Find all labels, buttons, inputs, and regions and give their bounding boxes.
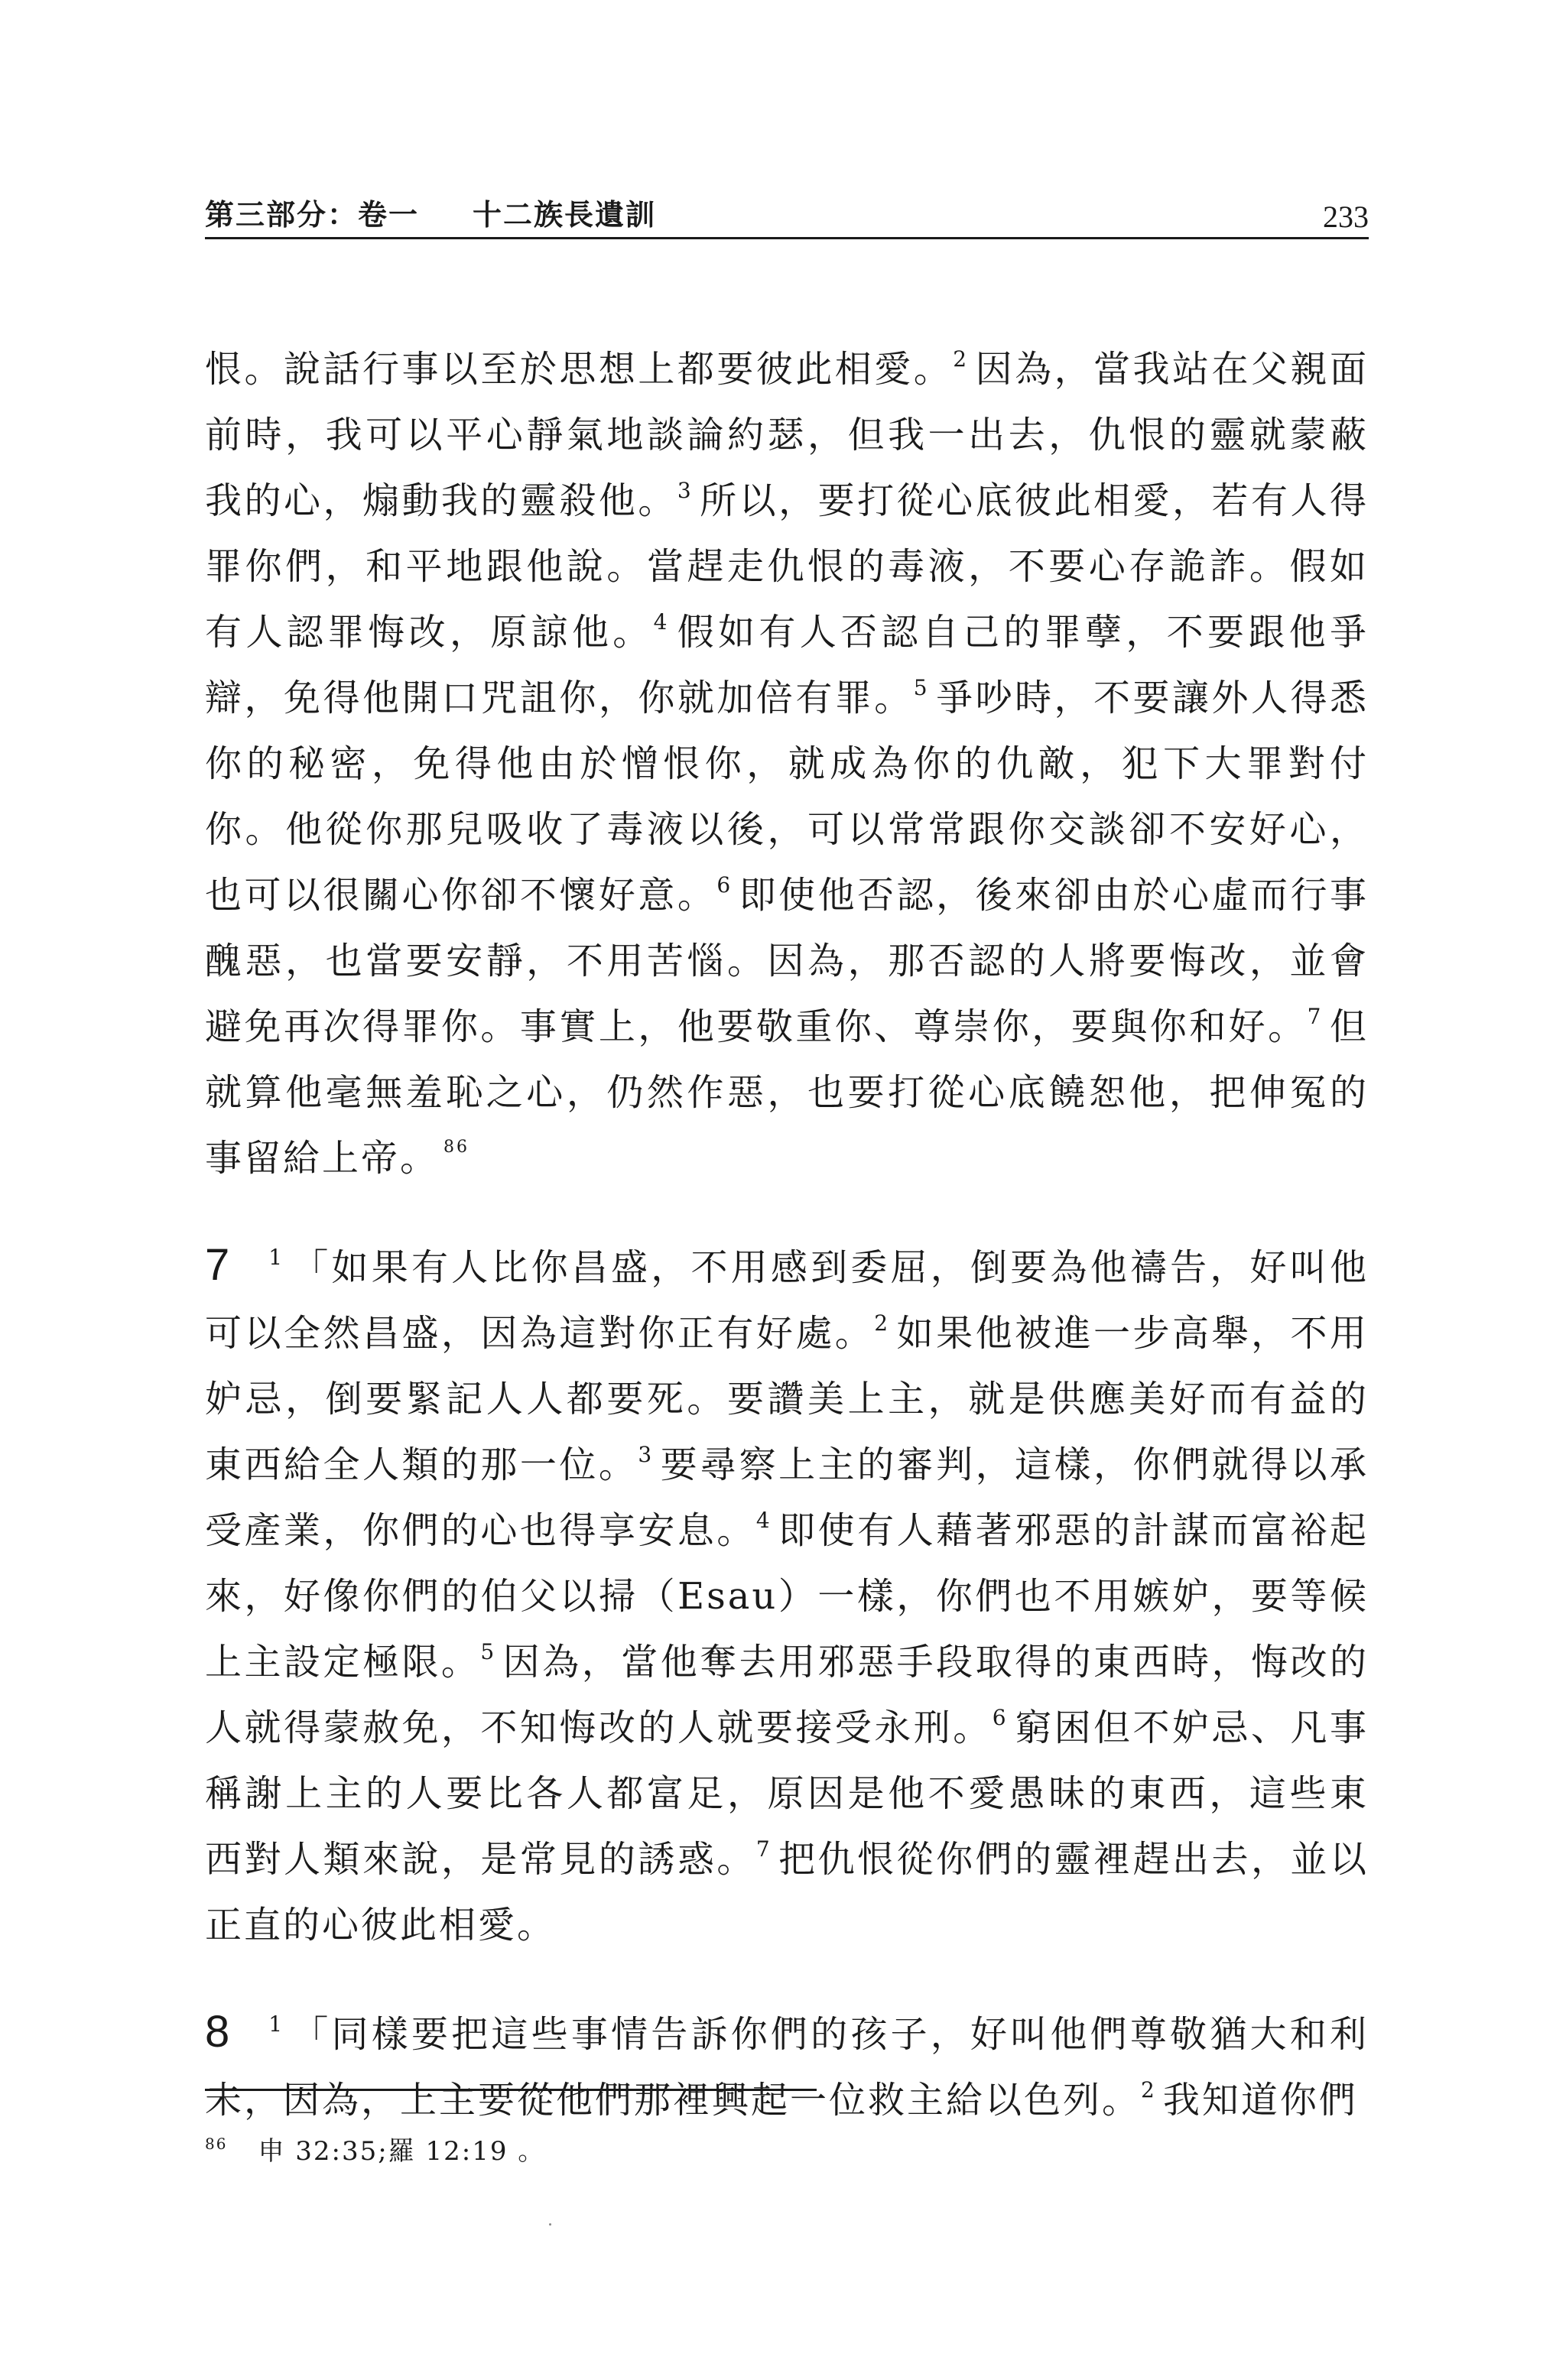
chapter-7-paragraph xyxy=(205,1232,1369,1958)
verse-number: 3 xyxy=(638,1442,655,1467)
verse-text: 要尋察上主的審判，這樣，你們就得以承受產業，你們的心也得享安息。 xyxy=(205,1443,1369,1552)
verse-number: 7 xyxy=(1307,1004,1324,1029)
verse-number: 7 xyxy=(755,1836,772,1862)
verse-text: 假如有人否認自己的罪孽，不要跟他爭辯，免得他開口咒詛你，你就加倍有罪。 xyxy=(205,611,1369,719)
page-number: 233 xyxy=(1323,200,1369,234)
verse-text: 因為，當我站在父親面前時，我可以平心靜氣地談論約瑟，但我一出去，仇恨的靈就蒙蔽我的心，煽動我的靈殺他。 xyxy=(205,348,1369,522)
verse-number: 4 xyxy=(755,1508,772,1533)
main-text xyxy=(205,336,1369,2133)
verse-text: 「如果有人比你昌盛，不用感到委屈，倒要為他禱告，好叫他可以全然昌盛，因為這對你正有好處。 xyxy=(205,1246,1369,1355)
verse-text: 窮困但不妒忌、凡事稱謝上主的人要比各人都富足，原因是他不愛愚昧的東西，這些東西對人類來說，是常見的誘惑。 xyxy=(205,1706,1369,1881)
verse-text: 恨。說話行事以至於思想上都要彼此相愛。 xyxy=(205,348,954,391)
chapter-8-paragraph xyxy=(205,1999,1369,2133)
footnote-mark: 86 xyxy=(205,2135,228,2153)
verse-number: 2 xyxy=(1141,2077,1157,2102)
verse-text: 爭吵時，不要讓外人得悉你的秘密，免得他由於憎恨你，就成為你的仇敵，犯下大罪對付你。他從你那兒吸收了毒液以後，可以常常跟你交談卻不安好心，也可以很關心你卻不懷好意。 xyxy=(205,677,1369,917)
verse-text: 如果他被進一步高舉，不用妒忌，倒要緊記人人都要死。要讚美上主，就是供應美好而有益的東西給全人類的那一位。 xyxy=(205,1312,1369,1486)
verse-number: 3 xyxy=(677,478,694,503)
header-part: 第三部分：卷一 xyxy=(205,198,420,232)
verse-number: 5 xyxy=(913,675,930,700)
verse-number: 4 xyxy=(653,609,670,635)
verse-number: 6 xyxy=(992,1705,1009,1730)
header-book: 十二族長遺訓 xyxy=(473,198,657,232)
footnote-reference: 86 xyxy=(443,1138,470,1157)
scan-speck xyxy=(549,2223,551,2226)
verse-text: 把仇恨從你們的靈裡趕出去，並以正直的心彼此相愛。 xyxy=(205,1838,1369,1947)
verse-text: 所以，要打從心底彼此相愛，若有人得罪你們，和平地跟他說。當趕走仇恨的毒液，不要心存詭詐。假如有人認罪悔改，原諒他。 xyxy=(205,479,1369,654)
verse-number: 2 xyxy=(874,1310,891,1336)
footnote-rule xyxy=(205,2089,817,2091)
verse-text: 我知道你們 xyxy=(1162,2079,1358,2122)
chapter-number: 8 xyxy=(205,2007,232,2057)
footnote xyxy=(205,2130,545,2167)
verse-text: 即使有人藉著邪惡的計謀而富裕起來，好像你們的伯父以掃（Esau）一樣，你們也不用嫉妒，要等候上主設定極限。 xyxy=(205,1509,1369,1684)
paragraph-continued xyxy=(205,336,1369,1191)
header-rule xyxy=(205,237,1369,239)
verse-number: 1 xyxy=(268,2011,285,2037)
verse-number: 2 xyxy=(953,346,970,372)
verse-number: 5 xyxy=(480,1639,497,1664)
verse-text: 即使他否認，後來卻由於心虛而行事醜惡，也當要安靜，不用苦惱。因為，那否認的人將要悔改，並會避免再次得罪你。事實上，他要敬重你、尊崇你，要與你和好。 xyxy=(205,874,1369,1048)
verse-number: 1 xyxy=(268,1245,285,1270)
running-header xyxy=(205,182,1369,235)
verse-text: 因為，當他奪去用邪惡手段取得的東西時，悔改的人就得蒙赦免，不知悔改的人就要接受永刑。 xyxy=(205,1641,1369,1749)
chapter-number: 7 xyxy=(205,1240,232,1290)
verse-text: 但就算他毫無羞恥之心，仍然作惡，也要打從心底饒恕他，把伸冤的事留給上帝。 xyxy=(205,1005,1369,1180)
verse-number: 6 xyxy=(716,872,733,898)
footnote-text: 申 32:35;羅 12:19 。 xyxy=(258,2136,546,2167)
header-title xyxy=(205,191,656,233)
verse-text: 「同樣要把這些事情告訴你們的孩子，好叫他們尊敬猶大和利未，因為，上主要從他們那裡興起一位救主給以色列。 xyxy=(205,2013,1369,2122)
